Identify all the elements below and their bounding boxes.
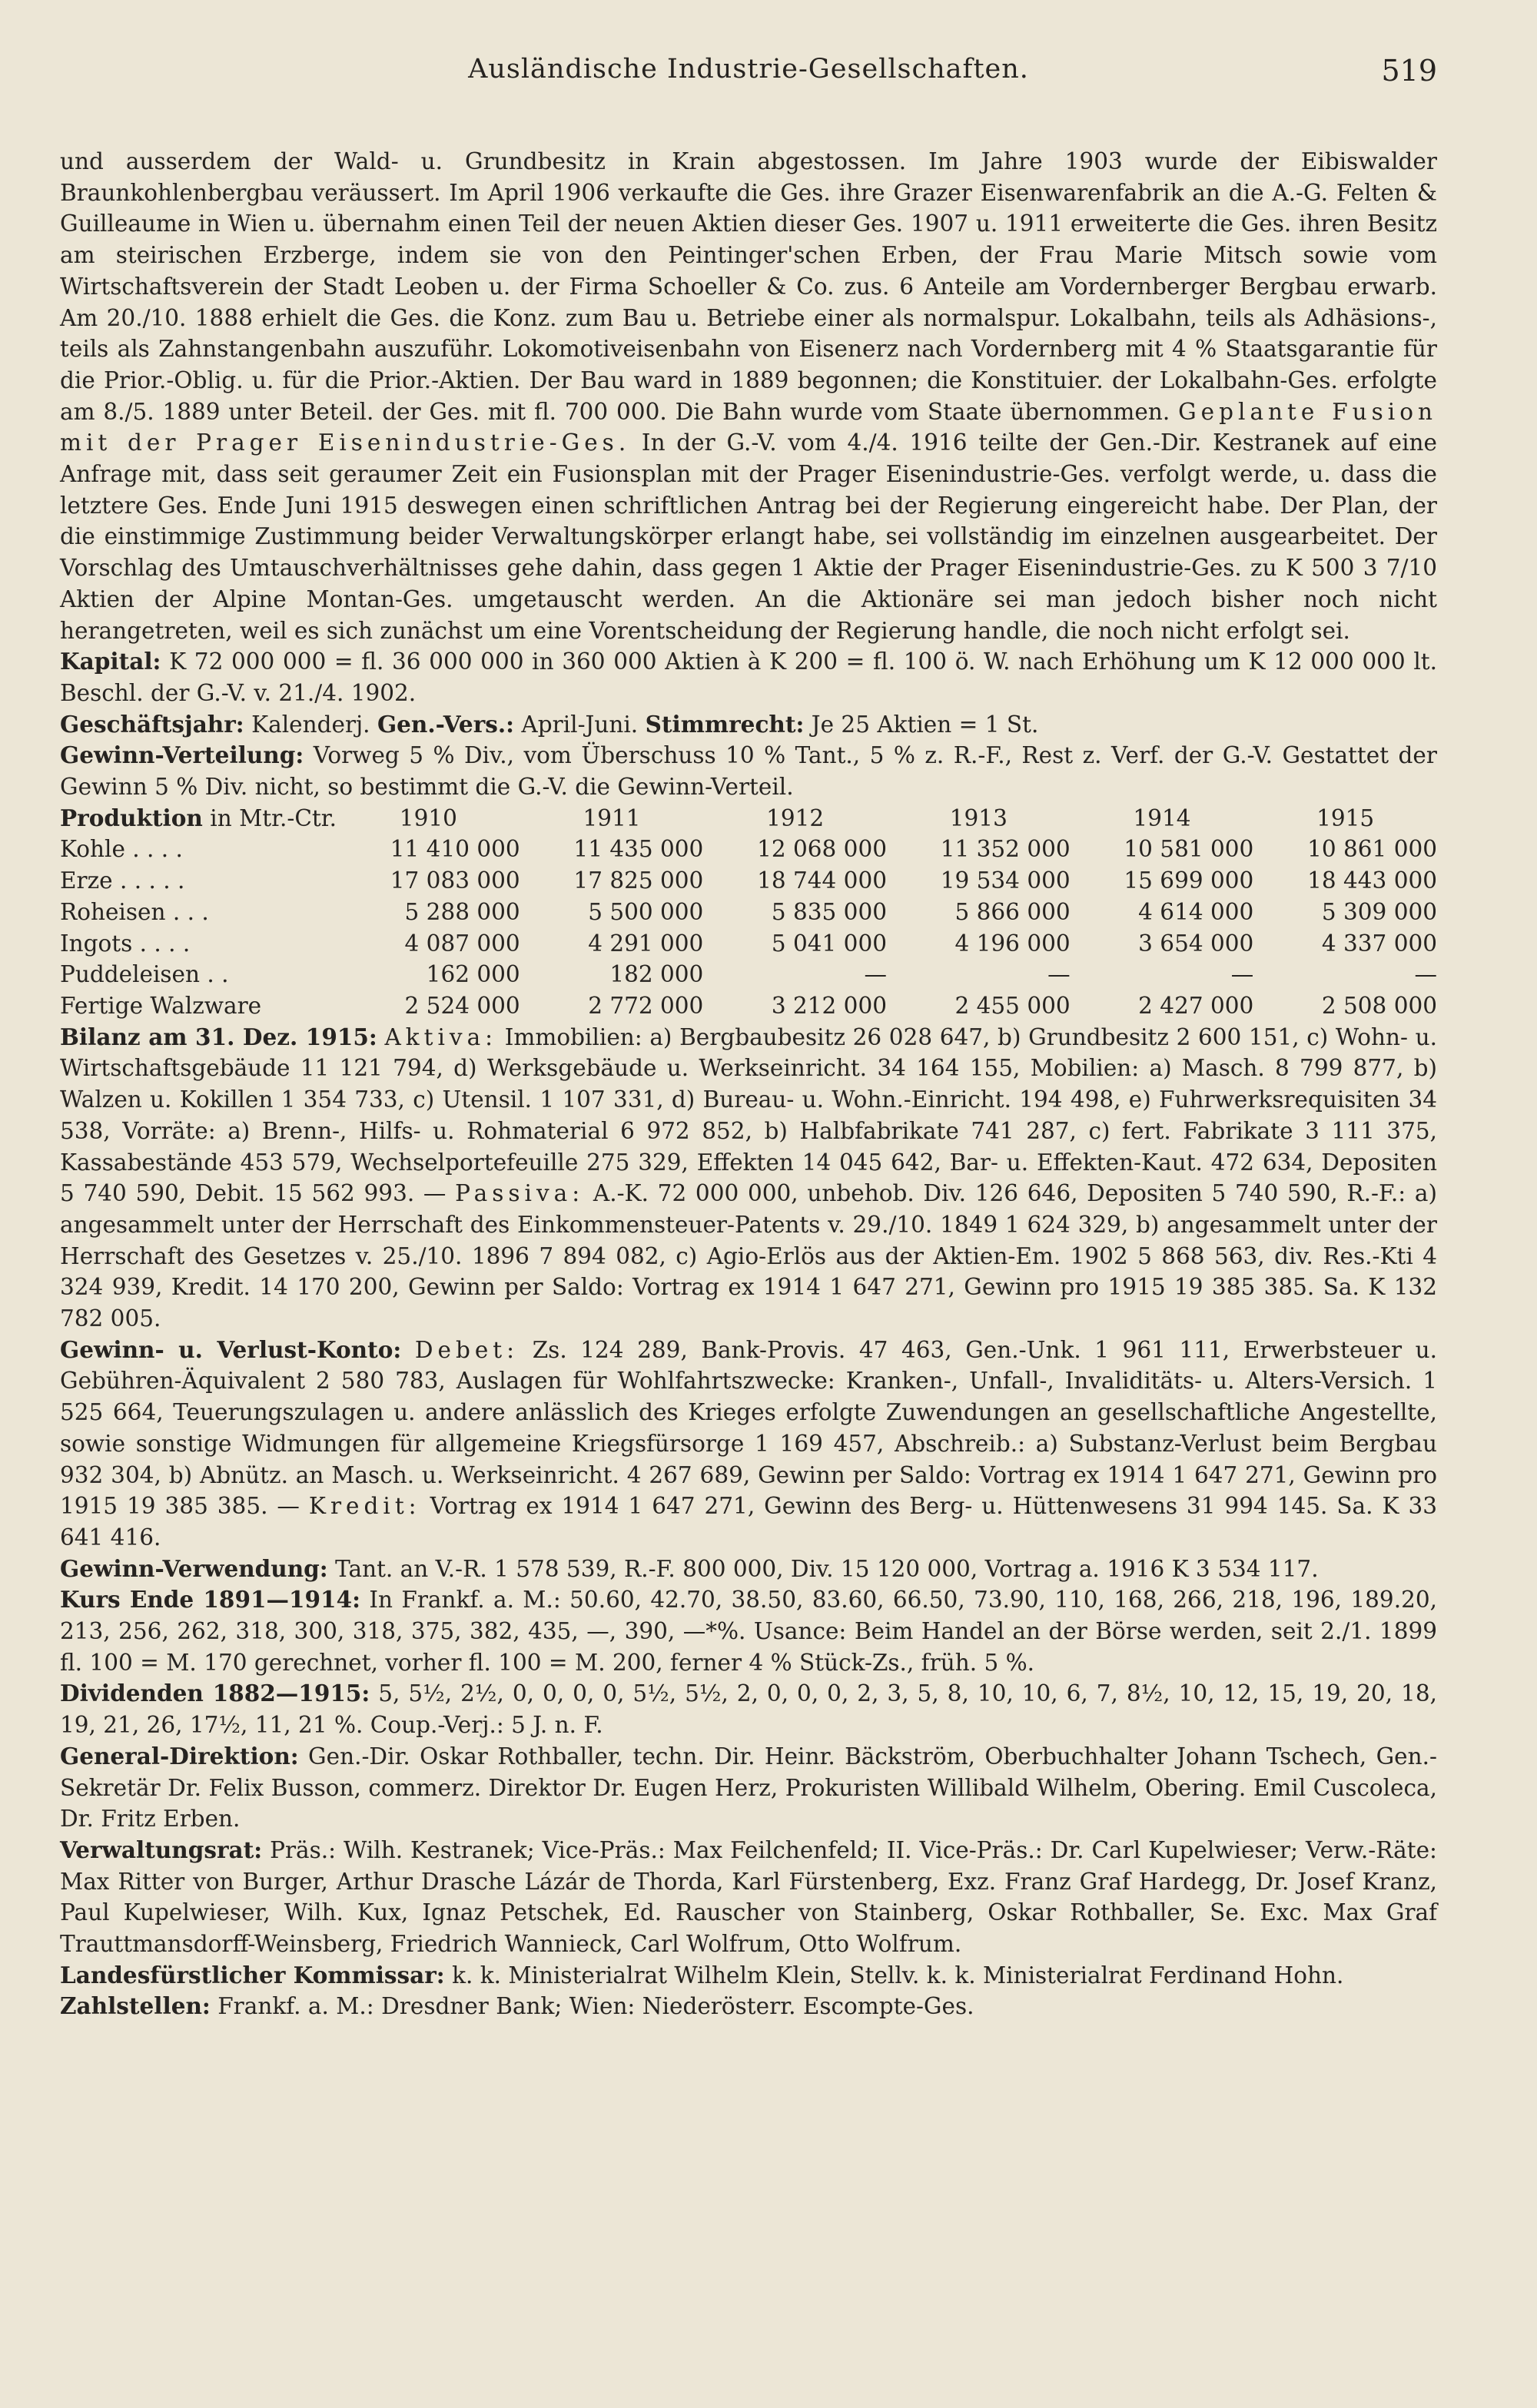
gewinnverwendung-paragraph: [60, 1554, 1437, 1585]
table-row: [60, 897, 1437, 928]
running-title: Ausländische Industrie-Gesellschaften.: [468, 54, 1029, 85]
table-cell: 3 212 000: [771, 992, 887, 1019]
table-cell: 18 744 000: [757, 867, 887, 894]
row-label: Puddeleisen . .: [60, 961, 229, 988]
kapital-label: Kapital:: [60, 648, 161, 675]
table-cell: —: [1230, 961, 1254, 988]
production-label-cell: [60, 803, 337, 834]
kredit-text: Vortrag ex 1914 1 647 271, Gewinn des Berg- u. Hüttenwesens 31 994 145. Sa. K 33 641 416.: [60, 1493, 1437, 1551]
stimmrecht-value: Je 25 Aktien = 1 St.: [811, 711, 1039, 738]
fusion-text: In der G.-V. vom 4./4. 1916 teilte der Gen.-Dir. Kestranek auf eine Anfrage mit, dass seit geraumer Zeit ein Fusionsplan mit der Prager Eisenindustrie-Ges. verfolgt werde, u. dass die letztere Ges. Ende Juni 1915 deswegen einen schriftlichen Antrag bei der Regierung eingereicht habe. Der Plan, der die einstimmige Zustimmung beider Verwaltungskörper erlangt habe, sei vollständig im einzelnen ausgearbeitet. Der Vorschlag des Umtauschverhältnisses gehe dahin, dass gegen 1 Aktie der Prager Eisenindustrie-Ges. zu K 500 3 7/10 Aktien der Alpine Montan-Ges. umgetauscht werden. An die Aktionäre sei man jedoch bisher noch nicht herangetreten, weil es sich zunächst um eine Vorentscheidung der Regierung handle, die noch nicht erfolgt sei.: [60, 430, 1437, 644]
table-cell: 4 337 000: [1321, 930, 1437, 957]
year-header: 1914: [1133, 804, 1191, 831]
kommissar-text: k. k. Ministerialrat Wilhelm Klein, Stellv. k. k. Ministerialrat Ferdinand Hohn.: [452, 1962, 1344, 1988]
table-cell: 18 443 000: [1307, 867, 1437, 894]
verwaltungsrat-paragraph: [60, 1835, 1437, 1960]
aktiva-text: Immobilien: a) Bergbaubesitz 26 028 647, b) Grundbesitz 2 600 151, c) Wohn- u. Wirtschaftsgebäude 11 121 794, d) Werksgebäude u. Werkseinricht. 34 164 155, Mobilien: a) Masch. 8 799 877, b) Walzen u. Kokillen 1 354 733, c) Utensil. 1 107 331, d) Bureau- u. Wohn.-Einricht. 194 498, e) Fuhrwerksrequisiten 34 538, Vorräte: a) Brenn-, Hilfs- u. Rohmaterial 6 972 852, b) Halbfabrikate 741 287, c) fert. Fabrikate 3 111 375, Kassabestände 453 579, Wechselportefeuille 275 329, Effekten 14 045 642, Bar- u. Effekten-Kaut. 472 634, Depositen 5 740 590, Debit. 15 562 993. —: [60, 1023, 1437, 1207]
zahlstellen-paragraph: [60, 1991, 1437, 2022]
gewinnverteilung-text: Vorweg 5 % Div., vom Überschuss 10 % Tant., 5 % z. R.-F., Rest z. Verf. der G.-V. Gestattet der Gewinn 5 % Div. nicht, so bestimmt die G.-V. die Gewinn-Verteil.: [60, 742, 1437, 801]
table-cell: 2 427 000: [1138, 992, 1254, 1019]
row-label: Erze . . . . .: [60, 867, 185, 894]
table-cell: 5 309 000: [1321, 898, 1437, 925]
table-cell: 2 508 000: [1321, 992, 1437, 1019]
table-cell: 11 352 000: [940, 836, 1071, 863]
table-cell: 5 500 000: [588, 898, 704, 925]
row-label: Roheisen . . .: [60, 898, 209, 925]
table-cell: 5 288 000: [404, 898, 520, 925]
kredit-label: Kredit:: [308, 1493, 421, 1520]
debet-label: Debet:: [414, 1336, 520, 1363]
geschaeftsjahr-label: Geschäftsjahr:: [60, 710, 244, 738]
bilanz-label: Bilanz am 31. Dez. 1915:: [60, 1023, 377, 1050]
passiva-label: Passiva:: [455, 1180, 585, 1207]
table-row: [60, 834, 1437, 865]
kurs-label: Kurs Ende 1891—1914:: [60, 1586, 360, 1614]
dividenden-paragraph: [60, 1678, 1437, 1740]
guv-paragraph: [60, 1335, 1437, 1554]
table-cell: 19 534 000: [940, 867, 1071, 894]
table-row: [60, 928, 1437, 960]
table-cell: 2 772 000: [588, 992, 704, 1019]
kapital-paragraph: [60, 646, 1437, 708]
table-cell: 182 000: [609, 961, 704, 988]
row-label: Ingots . . . .: [60, 930, 191, 957]
gewinnverteilung-label: Gewinn-Verteilung:: [60, 741, 304, 769]
table-cell: 2 524 000: [404, 992, 520, 1019]
year-header: 1913: [949, 804, 1008, 831]
production-table: [60, 803, 1437, 1022]
table-cell: 4 614 000: [1138, 898, 1254, 925]
table-cell: 11 410 000: [390, 836, 520, 863]
table-cell: 12 068 000: [757, 836, 887, 863]
gen-vers-label: Gen.-Vers.:: [377, 710, 515, 738]
year-header: 1911: [583, 804, 641, 831]
dividenden-label: Dividenden 1882—1915:: [60, 1680, 370, 1707]
guv-label: Gewinn- u. Verlust-Konto:: [60, 1335, 402, 1363]
bilanz-paragraph: [60, 1022, 1437, 1335]
table-row: [60, 959, 1437, 990]
verwaltungsrat-text: Präs.: Wilh. Kestranek; Vice-Präs.: Max Feilchenfeld; II. Vice-Präs.: Dr. Carl Kupelwieser; Verw.-Räte: Max Ritter von Burger, Arthur Drasche Lázár de Thorda, Karl Fürstenberg, Exz. Franz Graf Hardegg, Dr. Josef Kranz, Paul Kupelwieser, Wilh. Kux, Ignaz Petschek, Ed. Rauscher von Stainberg, Oskar Rothballer, Se. Exc. Max Graf Trauttmansdorff-Weinsberg, Friedrich Wannieck, Carl Wolfrum, Otto Wolfrum.: [60, 1836, 1437, 1958]
year-header: 1912: [766, 804, 825, 831]
kurs-paragraph: [60, 1584, 1437, 1678]
table-cell: 15 699 000: [1124, 867, 1254, 894]
table-row: [60, 990, 1437, 1022]
row-label: Fertige Walzware: [60, 992, 262, 1019]
table-cell: 4 087 000: [404, 930, 520, 957]
production-label: Produktion: [60, 804, 203, 831]
table-cell: 4 291 000: [588, 930, 704, 957]
table-cell: 11 435 000: [573, 836, 704, 863]
table-cell: —: [1047, 961, 1071, 988]
table-cell: 162 000: [426, 961, 520, 988]
passiva-text: A.-K. 72 000 000, unbehob. Div. 126 646, Depositen 5 740 590, R.-F.: a) angesammelt unter der Herrschaft des Einkommensteuer-Patents v. 29./10. 1849 1 624 329, b) angesammelt unter der Herrschaft des Gesetzes v. 25./10. 1896 7 894 082, c) Agio-Erlös aus der Aktien-Em. 1902 5 868 563, div. Res.-Kti 4 324 939, Kredit. 14 170 200, Gewinn per Saldo: Vortrag ex 1914 1 647 271, Gewinn pro 1915 19 385 385. Sa. K 132 782 005.: [60, 1180, 1437, 1332]
history-paragraph: [60, 146, 1437, 646]
gen-vers-value: April-Juni.: [521, 711, 639, 738]
table-cell: 5 041 000: [771, 930, 887, 957]
table-cell: 17 825 000: [573, 867, 704, 894]
table-cell: —: [1414, 961, 1437, 988]
table-cell: 5 835 000: [771, 898, 887, 925]
production-header-row: [60, 803, 1437, 834]
table-cell: —: [864, 961, 887, 988]
table-cell: 5 866 000: [954, 898, 1071, 925]
geschaeftsjahr-value: Kalenderj.: [251, 711, 370, 738]
dividenden-text: 5, 5½, 2½, 0, 0, 0, 0, 5½, 5½, 2, 0, 0, 0, 2, 3, 5, 8, 10, 10, 6, 7, 8½, 10, 12, 15, 19, 20, 18, 19, 21, 26, 17½, 11, 21 %. Coup.-Verj.: 5 J. n. F.: [60, 1680, 1437, 1739]
aktiva-label: Aktiva:: [384, 1023, 498, 1050]
zahlstellen-label: Zahlstellen:: [60, 1992, 211, 2020]
stimmrecht-label: Stimmrecht:: [645, 710, 805, 738]
page-header: [60, 54, 1437, 115]
page-number: 519: [1381, 54, 1437, 88]
zahlstellen-text: Frankf. a. M.: Dresdner Bank; Wien: Niederösterr. Escompte-Ges.: [217, 1993, 974, 2020]
table-cell: 4 196 000: [954, 930, 1071, 957]
generaldirektion-paragraph: [60, 1741, 1437, 1835]
debet-text: Zs. 124 289, Bank-Provis. 47 463, Gen.-Unk. 1 961 111, Erwerbsteuer u. Gebühren-Äquivalent 2 580 783, Auslagen für Wohlfahrtszwecke: Kranken-, Unfall-, Invaliditäts- u. Alters-Versich. 1 525 664, Teuerungszulagen u. andere anlässlich des Krieges erfolgte Zuwendungen an gesellschaftliche Angestellte, sowie sonstige Widmungen für allgemeine Kriegsfürsorge 1 169 457, Abschreib.: a) Substanz-Verlust beim Bergbau 932 304, b) Abnütz. an Masch. u. Werkseinricht. 4 267 689, Gewinn per Saldo: Vortrag ex 1914 1 647 271, Gewinn pro 1915 19 385 385. —: [60, 1336, 1437, 1520]
kurs-text: In Frankf. a. M.: 50.60, 42.70, 38.50, 83.60, 66.50, 73.90, 110, 168, 266, 218, 196, 189.20, 213, 256, 262, 318, 300, 318, 375, 382, 435, —, 390, —*%. Usance: Beim Handel an der Börse werden, seit 2./1. 1899 fl. 100 = M. 170 gerechnet, vorher fl. 100 = M. 200, ferner 4 % Stück-Zs., früh. 5 %.: [60, 1587, 1437, 1676]
fusion-label: Geplante Fusion mit der Prager Eisenindustrie-Ges.: [60, 398, 1437, 456]
table-cell: 10 861 000: [1307, 836, 1437, 863]
gewinnverwendung-text: Tant. an V.-R. 1 578 539, R.-F. 800 000, Div. 15 120 000, Vortrag a. 1916 K 3 534 117.: [335, 1555, 1319, 1582]
gewinnverwendung-label: Gewinn-Verwendung:: [60, 1554, 328, 1582]
kommissar-paragraph: [60, 1960, 1437, 1992]
row-label: Kohle . . . .: [60, 836, 183, 863]
history-text: und ausserdem der Wald- u. Grundbesitz in Krain abgestossen. Im Jahre 1903 wurde der Eibiswalder Braunkohlenbergbau veräussert. Im April 1906 verkaufte die Ges. ihre Grazer Eisenwarenfabrik an die A.-G. Felten & Guilleaume in Wien u. übernahm einen Teil der neuen Aktien dieser Ges. 1907 u. 1911 erweiterte die Ges. ihren Besitz am steirischen Erzberge, indem sie von den Peintinger'schen Erben, der Frau Marie Mitsch sowie vom Wirtschaftsverein der Stadt Leoben u. der Firma Schoeller & Co. zus. 6 Anteile am Vordernberger Bergbau erwarb. Am 20./10. 1888 erhielt die Ges. die Konz. zum Bau u. Betriebe einer als normalspur. Lokalbahn, teils als Adhäsions-, teils als Zahnstangenbahn auszuführ. Lokomotiveisenbahn von Eisenerz nach Vordernberg mit 4 % Staatsgarantie für die Prior.-Oblig. u. für die Prior.-Aktien. Der Bau ward in 1889 begonnen; die Konstituier. der Lokalbahn-Ges. erfolgte am 8./5. 1889 unter Beteil. der Ges. mit fl. 700 000. Die Bahn wurde vom Staate übernommen.: [60, 148, 1437, 425]
production-unit: in Mtr.-Ctr.: [210, 804, 337, 831]
year-header: 1915: [1316, 804, 1375, 831]
generaldirektion-label: General-Direktion:: [60, 1742, 299, 1770]
table-cell: 10 581 000: [1124, 836, 1254, 863]
verwaltungsrat-label: Verwaltungsrat:: [60, 1836, 263, 1863]
table-cell: 2 455 000: [954, 992, 1071, 1019]
kapital-text: K 72 000 000 = fl. 36 000 000 in 360 000 Aktien à K 200 = fl. 100 ö. W. nach Erhöhung um K 12 000 000 lt. Beschl. der G.-V. v. 21./4. 1902.: [60, 648, 1437, 706]
table-row: [60, 865, 1437, 897]
year-header: 1910: [399, 804, 457, 831]
gewinnverteilung-paragraph: [60, 740, 1437, 802]
meta-line: [60, 709, 1437, 741]
generaldirektion-text: Gen.-Dir. Oskar Rothballer, techn. Dir. Heinr. Bäckström, Oberbuchhalter Johann Tschech, Gen.-Sekretär Dr. Felix Busson, commerz. Direktor Dr. Eugen Herz, Prokuristen Willibald Wilhelm, Obering. Emil Cuscoleca, Dr. Fritz Erben.: [60, 1743, 1437, 1833]
table-cell: 17 083 000: [390, 867, 520, 894]
table-cell: 3 654 000: [1138, 930, 1254, 957]
kommissar-label: Landesfürstlicher Kommissar:: [60, 1961, 445, 1988]
